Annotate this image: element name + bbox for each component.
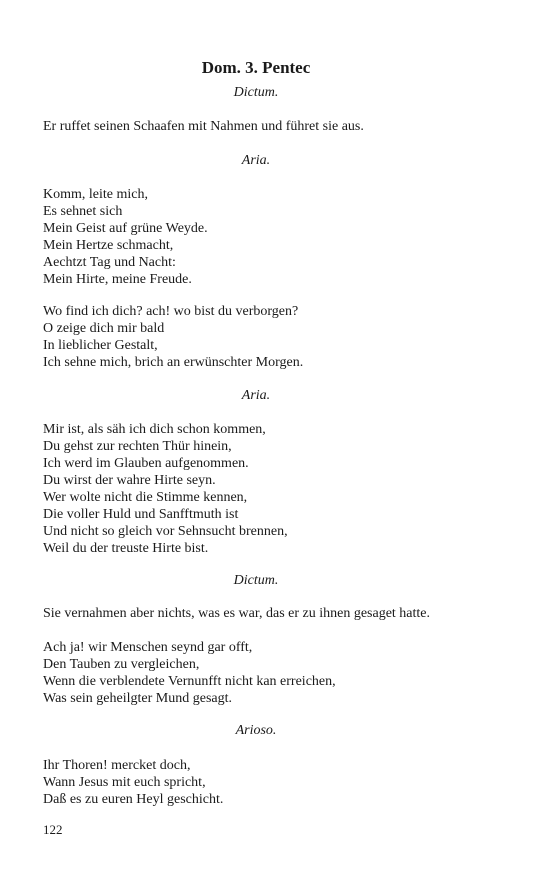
stanza-dictum-2-b — [43, 639, 336, 707]
verse-line: Wer wolte nicht die Stimme kennen, — [43, 490, 248, 505]
section-label-dictum-1: Dictum. — [233, 85, 279, 100]
verse-line: Mein Geist auf grüne Weyde. — [43, 221, 208, 236]
page-number: 122 — [43, 822, 63, 837]
verse-line: Und nicht so gleich vor Sehnsucht brennen, — [43, 524, 288, 539]
verse-line: Wenn die verblendete Vernunfft nicht kan erreichen, — [43, 674, 336, 689]
stanza-arioso — [43, 757, 223, 808]
verse-line: Du gehst zur rechten Thür hinein, — [43, 439, 232, 454]
stanza-dictum-2-a — [43, 605, 430, 622]
section-label-aria-2: Aria. — [241, 388, 271, 403]
stanza-aria-1-b — [43, 303, 303, 371]
verse-line: Daß es zu euren Heyl geschicht. — [43, 792, 224, 807]
verse-line: Ich sehne mich, brich an erwünschter Morgen. — [43, 355, 304, 370]
verse-line: Weil du der treuste Hirte bist. — [43, 541, 209, 556]
verse-line: Sie vernahmen aber nichts, was es war, das er zu ihnen gesaget hatte. — [43, 606, 431, 621]
verse-line: Was sein geheilgter Mund gesagt. — [43, 691, 232, 706]
verse-line: Wann Jesus mit euch spricht, — [43, 775, 206, 790]
verse-line: Du wirst der wahre Hirte seyn. — [43, 473, 216, 488]
verse-line: Mein Hertze schmacht, — [43, 238, 174, 253]
verse-line: Er ruffet seinen Schaafen mit Nahmen und führet sie aus. — [43, 119, 364, 134]
section-label-dictum-2: Dictum. — [233, 573, 279, 588]
verse-line: Ich werd im Glauben aufgenommen. — [43, 456, 249, 471]
verse-line: Ach ja! wir Menschen seynd gar offt, — [43, 640, 253, 655]
verse-line: Ihr Thoren! mercket doch, — [43, 758, 191, 773]
verse-line: In lieblicher Gestalt, — [43, 338, 158, 353]
verse-line: Den Tauben zu vergleichen, — [43, 657, 200, 672]
stanza-dictum-1 — [43, 118, 364, 135]
verse-line: Aechtzt Tag und Nacht: — [43, 255, 176, 270]
verse-line: Mir ist, als säh ich dich schon kommen, — [43, 422, 266, 437]
verse-line: Komm, leite mich, — [43, 187, 148, 202]
verse-line: Wo find ich dich? ach! wo bist du verborgen? — [43, 304, 299, 319]
verse-line: Die voller Huld und Sanfftmuth ist — [43, 507, 239, 522]
verse-line: Mein Hirte, meine Freude. — [43, 272, 192, 287]
verse-line: O zeige dich mir bald — [43, 321, 165, 336]
stanza-aria-2 — [43, 421, 288, 557]
section-label-arioso: Arioso. — [235, 723, 277, 738]
verse-line: Es sehnet sich — [43, 204, 123, 219]
section-label-aria-1: Aria. — [241, 153, 271, 168]
page-title: Dom. 3. Pentec — [201, 58, 311, 77]
stanza-aria-1-a — [43, 186, 208, 288]
